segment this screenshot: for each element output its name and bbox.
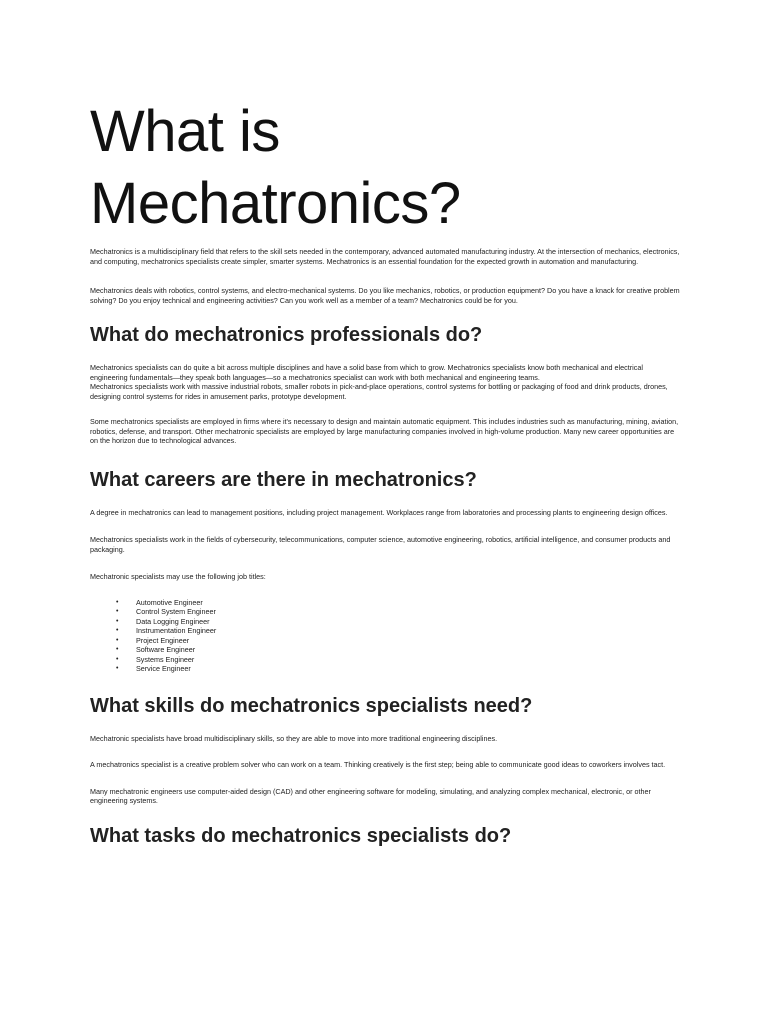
professionals-paragraph-2: Some mechatronics specialists are employed in firms where it's necessary to design and maintain automatic equipment. This includes industries such as manufacturing, mining, aviation, robotics, defense, and transport. Other mechatronic specialists are employed by large manufacturing companies involved in high-volume production. Many new career opportunities are on the horizon due to technological advances. — [90, 417, 679, 445]
list-item: • Data Logging Engineer — [136, 617, 690, 627]
skills-paragraph-3: Many mechatronic engineers use computer-aided design (CAD) and other engineering software for modeling, simulating, and analyzing complex mechanical, electronic, or other engineering systems. — [90, 786, 651, 805]
section-heading-careers: What careers are there in mechatronics? — [90, 468, 477, 491]
list-item: • Project Engineer — [136, 636, 690, 646]
professionals-paragraph-1a: Mechatronics specialists can do quite a bit across multiple disciplines and have a solid base from which to grow. Mechatronics specialists know both mechanical and electrical engineering fundamentals—they speak both languages—so a mechatronics specialist can work with both mechanical and engineering teams. — [90, 363, 643, 382]
job-title-list — [90, 598, 690, 674]
page-title-line-2: Mechatronics? — [90, 171, 461, 236]
section-heading-professionals: What do mechatronics professionals do? — [90, 324, 483, 346]
skills-paragraph-1: Mechatronic specialists have broad multidisciplinary skills, so they are able to move into more traditional engineering disciplines. — [90, 733, 498, 743]
list-item: • Automotive Engineer — [136, 598, 690, 608]
document-page — [90, 0, 690, 848]
skills-paragraph-2: A mechatronics specialist is a creative problem solver who can work on a team. Thinking creatively is the first step; being able to communicate good ideas to coworkers involves tact. — [90, 760, 666, 769]
careers-paragraph-2: Mechatronics specialists work in the fields of cybersecurity, telecommunications, computer science, automotive engineering, robotics, artificial intelligence, and consumer products and packaging. — [90, 535, 671, 554]
intro-paragraph-1: Mechatronics is a multidisciplinary field that refers to the skill sets needed in the contemporary, advanced automated manufacturing industry. At the intersection of mechanics, electronics, and computing, mechatronics specialists create simpler, smarter systems. Mechatronics is an essential foundation for the expected growth in automation and manufacturing. — [90, 247, 680, 266]
section-heading-tasks: What tasks do mechatronics specialists do? — [90, 824, 512, 847]
list-item: • Service Engineer — [136, 664, 690, 674]
list-item: • Software Engineer — [136, 645, 690, 655]
careers-paragraph-3: Mechatronic specialists may use the following job titles: — [90, 572, 266, 581]
intro-paragraph-2: Mechatronics deals with robotics, control systems, and electro-mechanical systems. Do you like mechanics, robotics, or production equipment? Do you have a knack for creative problem solving? Do you enjoy technical and engineering activities? Can you work well as a member of a team? Mechatronics could be for you. — [90, 286, 680, 305]
section-heading-skills: What skills do mechatronics specialists need? — [90, 694, 533, 717]
page-title-line-1: What is — [90, 99, 280, 164]
list-item: • Systems Engineer — [136, 655, 690, 665]
list-item: • Control System Engineer — [136, 607, 690, 617]
list-item: • Instrumentation Engineer — [136, 626, 690, 636]
careers-paragraph-1: A degree in mechatronics can lead to management positions, including project management. Workplaces range from laboratories and processing plants to engineering design offices. — [90, 507, 668, 517]
page-title — [90, 96, 690, 240]
professionals-paragraph-1b: Mechatronics specialists work with massive industrial robots, smaller robots in pick-and-place operations, control systems for bottling or packaging of food and drink products, drones, designing control systems for rides in amusement parks, prototype development. — [90, 382, 668, 401]
